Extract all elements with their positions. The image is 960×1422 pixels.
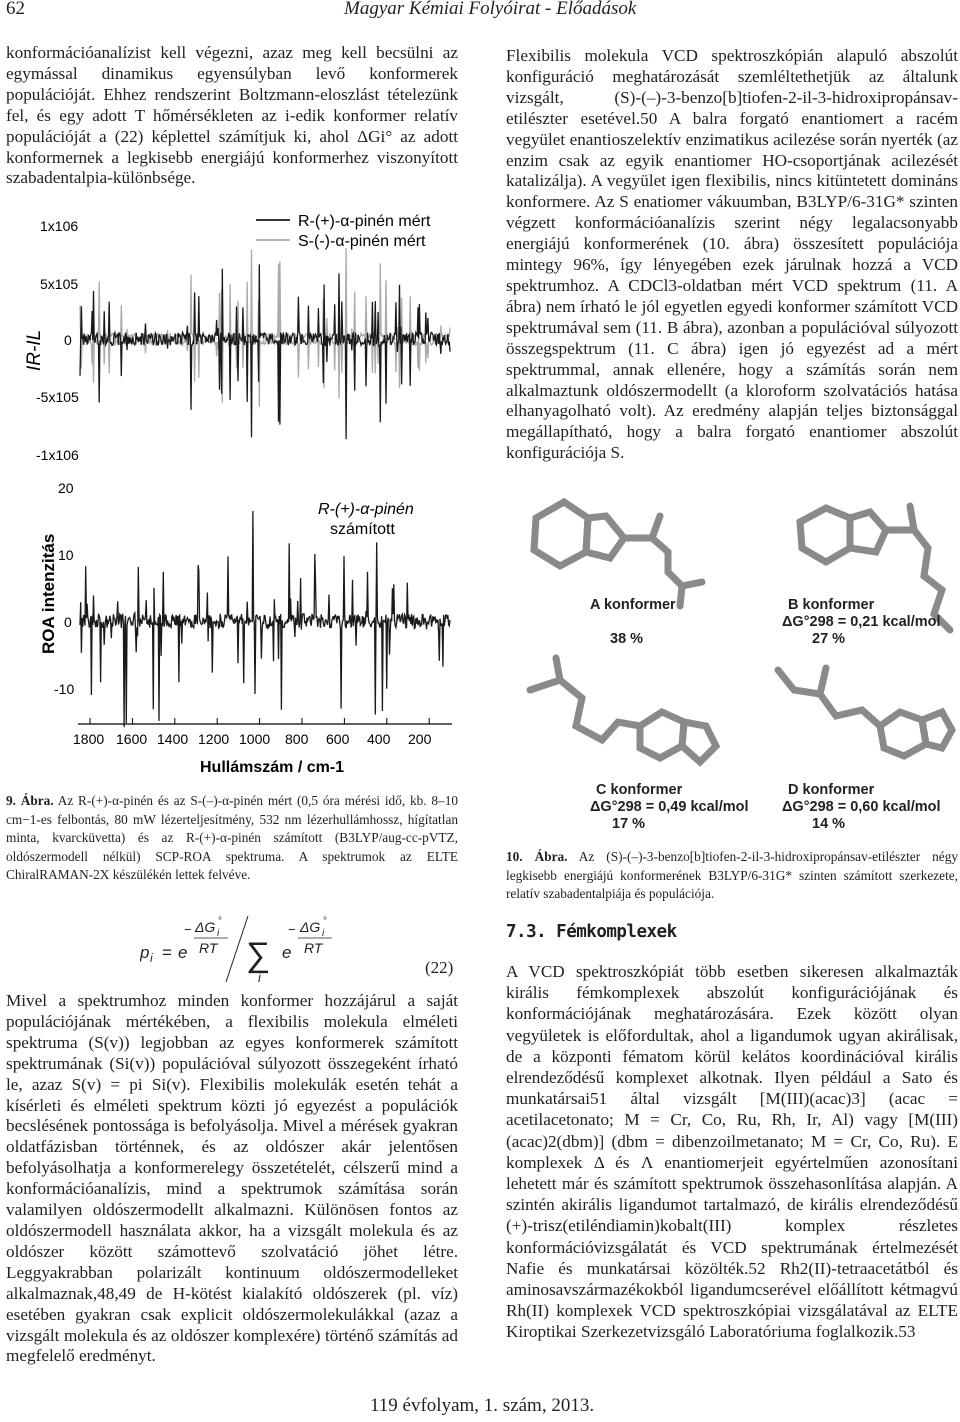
svg-text:e: e <box>178 943 188 962</box>
conformer-name: D konformer <box>788 782 875 798</box>
svg-text:°: ° <box>218 916 222 927</box>
tick-label: 1000 <box>239 731 271 747</box>
bottom-ytick: 0 <box>64 614 72 630</box>
top-ytick: 5x105 <box>40 276 79 292</box>
r-pinen-measured-curve <box>80 264 450 439</box>
molecule-a <box>534 502 702 606</box>
legend-label: számított <box>330 521 395 538</box>
tick-label: 600 <box>326 731 350 747</box>
caption-text: Az R-(+)-α-pinén és az S-(–)-α-pinén mért (0,5 óra mérési idő, kb. 8–10 cm−1-es felbontás, 80 mW lézerteljesítmény, 532 nm lézerhullámhossz, hígítatlan minta, kvarcküvetta) és az R-(+)-α-pinén számított (B3LYP/aug-cc-pVTZ, oldószermodell nélkül) SCP-ROA spektruma. A spektrumok az ELTE ChiralRAMAN-2X készülékén lettek felvéve. <box>6 793 458 883</box>
equation-number: (22) <box>425 958 454 977</box>
molecule-d <box>778 668 952 756</box>
conformer-pop: 27 % <box>812 631 846 647</box>
top-ytick: -5x105 <box>36 389 79 405</box>
bottom-ytick: 20 <box>58 480 74 496</box>
conformer-c-label <box>590 782 749 833</box>
svg-text:ΔG: ΔG <box>195 919 216 935</box>
figure-9-bottom-panel <box>39 480 452 776</box>
paragraph: Flexibilis molekula VCD spektroszkópián alapuló abszolút konfiguráció meghatározását szemléltethetjük az általunk vizsgált, (S)-(–)-3-benzo[b]tiofen-2-il-3-hidroxipropánsav-etilészter esetével.50 A balra forgató enantiomert a racém vegyület enantioszelektív enzimatikus acilezése során nyerték (az enzim csak az egyik enantiomer HO-csoportjának acilezését katalizálja). A vegyület igen flexibilis, nincs kitüntetett domináns konformere. Az S enatiomer vákuumban, B3LYP/6-31G* szinten végzett konformációanalízis szerint négy legalacsonyabb energiájú konformerének (10. ábra) összesített populációja mintegy 96%, így lényegében ezek járulnak hozzá a VCD spektrumhoz. A CDCl3-oldatban mért VCD spektrum (11. A ábra) nem írható le jól egyetlen egyedi konformer számított VCD spektrumával sem (11. B ábra), azonban a populációval súlyozott összegspektrum (11. C ábra) igen jó egyezést ad a mért spektrummal, annak ellenére, hogy a számítás során nem alkalmaztunk oldószermodellt (a kloroform szolvatációs hatása elhanyagolható volt). Az eredmény alapján teljes biztonsággal megállapítható, hogy a balra forgató enantiomer abszolút konfigurációja S. <box>506 46 958 463</box>
legend-label: R-(+)-α-pinén <box>318 501 414 518</box>
svg-text:∑: ∑ <box>246 936 271 974</box>
top-ytick: 1x106 <box>40 218 79 234</box>
text-column-right-bottom <box>506 961 958 1343</box>
svg-text:−: − <box>288 922 296 937</box>
figure-9-top-panel <box>24 213 452 463</box>
molecule-c <box>530 658 716 762</box>
svg-text:i: i <box>322 928 325 939</box>
conformer-name: B konformer <box>788 597 875 613</box>
equation-22 <box>140 912 380 990</box>
bottom-ytick: -10 <box>54 681 75 697</box>
page-footer: 119 évfolyam, 1. szám, 2013. <box>370 1395 595 1416</box>
svg-text:i: i <box>217 928 220 939</box>
tick-label: 1800 <box>73 731 105 747</box>
caption-label: 9. Ábra. <box>6 793 54 808</box>
svg-text:p: p <box>140 943 150 962</box>
s-pinen-measured-curve <box>80 248 450 407</box>
conformer-pop: 14 % <box>812 816 846 832</box>
roa-computed-curve <box>80 511 450 727</box>
top-ytick: 0 <box>64 332 72 348</box>
tick-label: 1400 <box>157 731 189 747</box>
svg-text:ΔG: ΔG <box>300 919 321 935</box>
tick-label: 200 <box>408 731 432 747</box>
conformer-name: C konformer <box>596 782 683 798</box>
svg-text:RT: RT <box>304 940 323 956</box>
conformer-b-label <box>782 597 941 648</box>
conformer-pop: 17 % <box>612 816 646 832</box>
text-column-left-top <box>6 43 458 189</box>
svg-text:−: − <box>184 922 192 937</box>
page-number: 62 <box>6 0 25 19</box>
top-ylabel: IR-IL <box>24 329 45 371</box>
paragraph: Mivel a spektrumhoz minden konformer hozzájárul a saját populációjának mértékében, a flexibilis molekula elméleti spektruma (S(v)) legjobban az egyes konformerek számított spektrumának (Si(v)) populációval súlyozott összegeként írható le, azaz S(v) = pi Si(v). Flexibilis molekulák esetén tehát a kísérleti és elméleti spektrum közti jó egyezést a populációk becslésének pontossága is befolyásolja. Mivel a mérések gyakran oldatfázisban történnek, és az oldószer akár jelentősen befolyásolhatja a konformerelegy összetételét, célszerű mind a konformációanalízis, mind a spektrumok számítása során valamilyen oldószermodellt alkalmazni. Különösen fontos az oldószermodell használata akkor, ha a vizsgált molekula és az oldószer között számottevő szolvatáció jöhet létre. Leggyakrabban polarizált kontinuum oldószermodelleket alkalmaznak,48,49 de H-kötést kialakító oldószerek (pl. víz) esetében gyakran csak explicit oldószermolekulákkal (azaz a vizsgált molekula és az oldószer komplexére) történő számítás ad megfelelő eredményt. <box>6 991 458 1366</box>
legend-label: S-(-)-α-pinén mért <box>298 233 426 250</box>
conformer-d-label <box>782 782 941 833</box>
journal-title: Magyar Kémiai Folyóirat - Előadások <box>344 0 637 19</box>
conformer-a-population: 38 % <box>610 631 644 647</box>
tick-label: 400 <box>367 731 391 747</box>
x-axis-label: Hullámszám / cm-1 <box>200 759 345 776</box>
figure-9 <box>0 196 470 786</box>
bottom-ylabel: ROA intenzitás <box>39 533 58 654</box>
x-ticks <box>90 718 429 724</box>
figure-10-caption <box>506 848 958 904</box>
conformer-name: A konformer <box>590 597 676 613</box>
tick-label: 800 <box>285 731 309 747</box>
svg-text:e: e <box>282 943 292 962</box>
tick-label: 1200 <box>198 731 230 747</box>
conformer-dg: ΔG°298 = 0,21 kcal/mol <box>782 614 941 630</box>
text-column-left-bottom <box>6 991 458 1367</box>
top-ytick: -1x106 <box>36 447 79 463</box>
tick-label: 1600 <box>116 731 148 747</box>
legend-label: R-(+)-α-pinén mért <box>298 213 431 230</box>
text-column-right-top <box>506 46 958 464</box>
conformer-dg: ΔG°298 = 0,49 kcal/mol <box>590 799 749 815</box>
svg-text:i: i <box>150 951 153 965</box>
svg-text:RT: RT <box>199 940 218 956</box>
svg-text:°: ° <box>323 916 327 927</box>
conformer-dg: ΔG°298 = 0,60 kcal/mol <box>782 799 941 815</box>
caption-text: Az (S)-(–)-3-benzo[b]tiofen-2-il-3-hidroxipropánsav-etilészter négy legkisebb energiájú konformerének B3LYP/6-31G* szinten számított szerkezete, relatív szabadentalpiája és populációja. <box>506 849 958 902</box>
caption-label: 10. Ábra. <box>506 849 568 864</box>
svg-text:=: = <box>162 943 172 962</box>
svg-text:i: i <box>258 970 261 985</box>
figure-9-caption <box>6 792 458 885</box>
paragraph: A VCD spektroszkópiát több esetben sikeresen alkalmazták királis fémkomplexek abszolút konfigurációjának és konformációjának meghatározására. Ezek között olyan vegyületek is előfordultak, ahol a ligandumok ugyan akirálisak, de a központi fématom körül kelátos koordinációval királis elrendeződésű komplexet alkotnak. Ilyen például a Sato és munkatársai51 által vizsgált [M(III)(acac)3] (acac = acetilacetonato; M = Cr, Co, Ru, Rh, Ir, Al) vagy [M(III)(acac)2(dbm)] (dbm = dibenzoilmetanato; M = Cr, Co, Ru). E komplexek Δ és Λ enantiomerjeit egyértelműen azonosítani lehetett már és számított spektrumok összehasonlítása alapján. A szintén akirális ligandumot tartalmazó, de királis elrendeződésű (+)-trisz(etiléndiamin)kobalt(III) komplex részletes konformációvizsgálatát és VCD spektrumának értelmezését Nafie és munkatársai közölték.52 Rh2(II)-tetraacetátból és aminosavszármazékokból ligandumcserével előállított kétmagvú Rh(II) komplexek VCD spektroszkópiai vizsgálatával az ELTE Kiroptikai Szerkezetvizsgáló Laboratóriuma foglalkozik.53 <box>506 962 958 1342</box>
paragraph: konformációanalízist kell végezni, azaz meg kell becsülni az egymással dinamikus egyensúlyban levő konformerek populációját. Ehhez rendszerint Boltzmann-eloszlást tételezünk fel, és egy adott T hőmérsékleten az i-edik konformer relatív populációját a (22) képlettel számítjuk ki, ahol ΔGi° az adott konformernek a legkisebb energiájú konformerhez viszonyított szabadentalpia-különbsége. <box>6 43 458 188</box>
section-title: 7.3. Fémkomplexek <box>506 922 677 942</box>
conformer-a-label <box>590 597 676 614</box>
bottom-ytick: 10 <box>58 547 74 563</box>
